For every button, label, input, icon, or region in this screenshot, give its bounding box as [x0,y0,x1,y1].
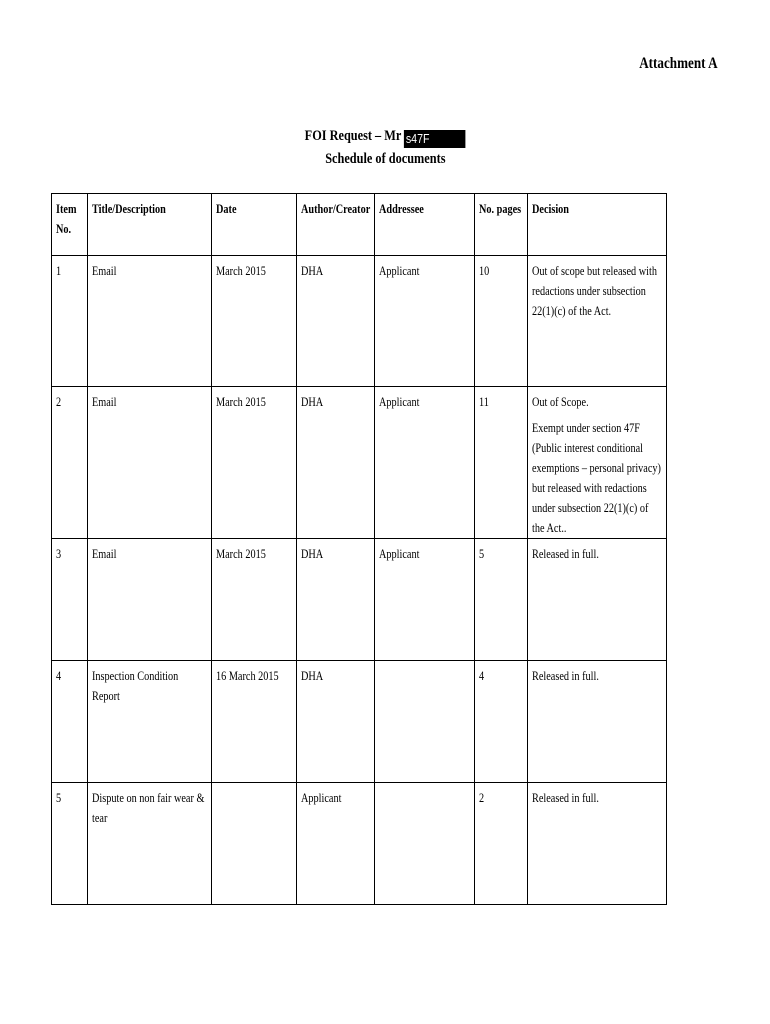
cell-addressee [375,661,475,783]
cell-title: Email [88,256,212,387]
cell-decision [528,256,667,387]
cell-pages: 2 [475,783,528,905]
cell-item: 3 [52,539,88,661]
cell-author: DHA [297,256,375,387]
cell-author: DHA [297,387,375,539]
header-decision: Decision [528,194,667,256]
subtitle-text: Schedule of documents [324,151,446,167]
cell-pages: 11 [475,387,528,539]
cell-title: Inspection Condition Report [88,661,212,783]
decision-text: Out of scope but released with redactions under subsection 22(1)(c) of the Act. [532,264,657,318]
table-row [52,539,667,661]
cell-pages: 4 [475,661,528,783]
decision-text: Released in full. [532,791,599,805]
decision-text: Exempt under section 47F (Public interest conditional exemptions – personal privacy) but released with redactions under subsection 22(1)(c) of the Act.. [532,421,661,535]
cell-date: 16 March 2015 [212,661,297,783]
table-row [52,387,667,539]
cell-decision [528,387,667,539]
cell-item: 1 [52,256,88,387]
cell-addressee: Applicant [375,387,475,539]
decision-text: Released in full. [532,669,599,683]
cell-item: 5 [52,783,88,905]
cell-decision [528,661,667,783]
header-title: Title/Description [88,194,212,256]
decision-text: Released in full. [532,547,599,561]
header-item-no: Item No. [52,194,88,256]
header-date: Date [212,194,297,256]
cell-item: 4 [52,661,88,783]
document-subtitle [0,151,770,168]
cell-addressee: Applicant [375,539,475,661]
table-row [52,256,667,387]
table-header-row [52,194,667,256]
cell-title: Email [88,539,212,661]
cell-author: DHA [297,539,375,661]
document-title [0,128,770,148]
header-author: Author/Creator [297,194,375,256]
header-addressee: Addressee [375,194,475,256]
table-row [52,783,667,905]
attachment-label: Attachment A [639,55,718,72]
cell-pages: 10 [475,256,528,387]
redaction-box: s47F [404,130,466,148]
title-text: FOI Request – Mr [304,128,401,144]
header-pages: No. pages [475,194,528,256]
cell-date [212,783,297,905]
cell-pages: 5 [475,539,528,661]
cell-title: Email [88,387,212,539]
cell-date: March 2015 [212,256,297,387]
cell-date: March 2015 [212,387,297,539]
schedule-table [51,193,667,905]
cell-decision [528,539,667,661]
cell-author: DHA [297,661,375,783]
cell-addressee: Applicant [375,256,475,387]
table-row [52,661,667,783]
cell-author: Applicant [297,783,375,905]
cell-decision [528,783,667,905]
cell-addressee [375,783,475,905]
decision-text: Out of Scope. [532,395,589,409]
cell-date: March 2015 [212,539,297,661]
cell-item: 2 [52,387,88,539]
cell-title: Dispute on non fair wear & tear [88,783,212,905]
